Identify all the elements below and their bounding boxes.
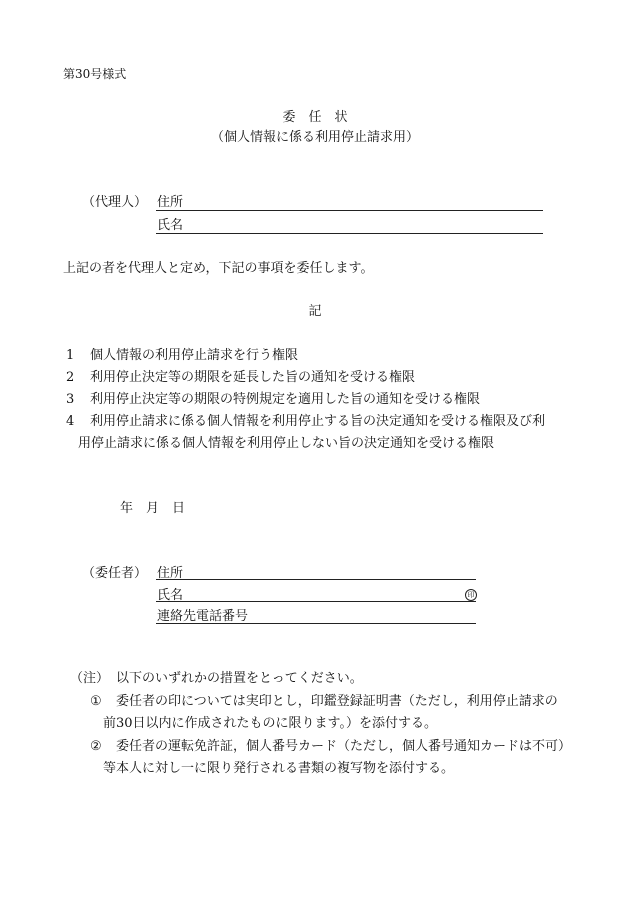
principal-name-label: 氏名	[157, 588, 184, 603]
seal-mark: 印	[465, 589, 477, 601]
note-text: 委任者の印については実印とし，印鑑登録証明書（ただし，利用停止請求の	[116, 694, 558, 709]
note-mark: ②	[90, 739, 102, 754]
date-year: 年	[120, 501, 134, 516]
ki-heading: 記	[308, 304, 322, 319]
agent-address-line	[156, 210, 543, 211]
item-text: 個人情報の利用停止請求を行う権限	[90, 348, 299, 363]
note-mark: ①	[90, 694, 102, 709]
item-number: 3	[66, 392, 75, 407]
principal-label: （委任者）	[82, 566, 148, 581]
document-subtitle: （個人情報に係る利用停止請求用）	[210, 130, 419, 145]
agent-address-label: 住所	[157, 195, 184, 210]
agent-name-label: 氏名	[157, 218, 184, 233]
item-text: 利用停止決定等の期限を延長した旨の通知を受ける権限	[90, 370, 416, 385]
note-text: 委任者の運転免許証，個人番号カード（ただし，個人番号通知カードは不可）	[116, 739, 572, 754]
document-title: 委 任 状	[282, 110, 348, 125]
date-day: 日	[172, 501, 186, 516]
principal-phone-label: 連絡先電話番号	[157, 609, 249, 624]
principal-phone-line	[156, 623, 476, 624]
item-text-continued: 用停止請求に係る個人情報を利用停止しない旨の決定通知を受ける権限	[78, 436, 495, 451]
form-number: 第30号様式	[63, 67, 127, 81]
note-text-continued: 前30日以内に作成されたものに限ります。）を添付する。	[103, 716, 438, 731]
notes-label: （注）	[70, 671, 110, 686]
item-text: 利用停止決定等の期限の特例規定を適用した旨の通知を受ける権限	[90, 392, 481, 407]
item-number: 4	[66, 414, 75, 429]
date-month: 月	[146, 501, 160, 516]
principal-name-line	[156, 601, 476, 602]
item-number: 2	[66, 370, 75, 385]
item-number: 1	[66, 348, 75, 363]
intro-text: 上記の者を代理人と定め，下記の事項を委任します。	[63, 261, 374, 276]
note-text-continued: 等本人に対し一に限り発行される書類の複写物を添付する。	[103, 761, 455, 776]
item-text: 利用停止請求に係る個人情報を利用停止する旨の決定通知を受ける権限及び利	[90, 414, 546, 429]
notes-intro: 以下のいずれかの措置をとってください。	[116, 671, 363, 686]
principal-address-label: 住所	[157, 566, 184, 581]
principal-address-line	[156, 579, 476, 580]
agent-name-line	[156, 233, 543, 234]
agent-label: （代理人）	[82, 195, 148, 210]
